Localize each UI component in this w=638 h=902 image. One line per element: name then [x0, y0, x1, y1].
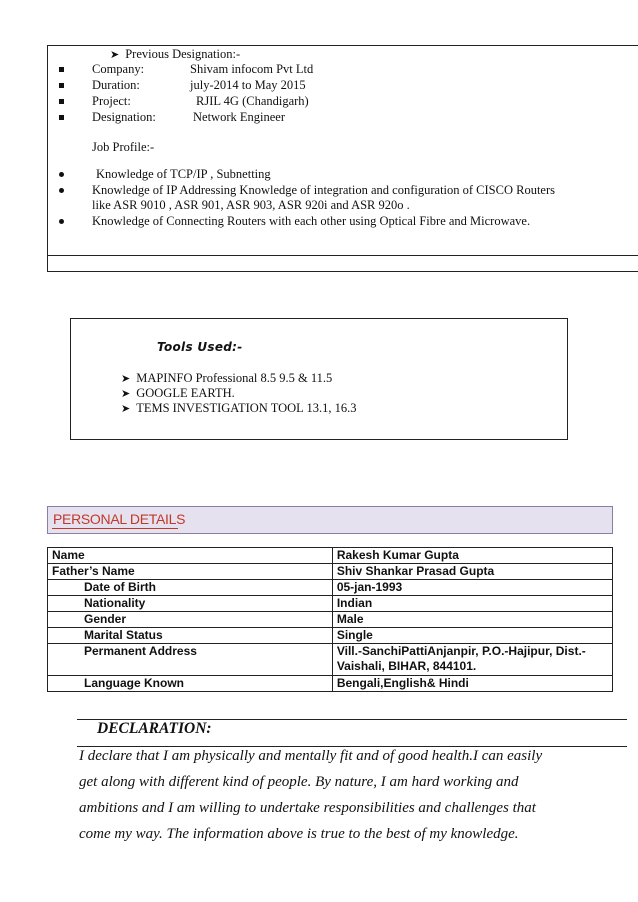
row-label: Father’s Name: [48, 564, 333, 580]
info-label: Company:: [92, 62, 145, 76]
declaration-line: I declare that I am physically and mentally fit and of good health.I can easily: [79, 748, 543, 764]
row-label: Name: [48, 548, 333, 564]
declaration-line: get along with different kind of people. By nature, I am hard working and: [79, 774, 519, 790]
row-value: Indian: [332, 596, 612, 612]
declaration-line: come my way. The information above is true to the best of my knowledge.: [79, 826, 519, 842]
row-value: Bengali,English& Hindi: [332, 676, 612, 692]
job-bullet-text: Knowledge of TCP/IP , Subnetting: [96, 167, 271, 181]
previous-designation-strip: [47, 254, 638, 272]
row-value: [332, 644, 612, 676]
job-bullet-continuation: like ASR 9010 , ASR 901, ASR 903, ASR 920i and ASR 920o .: [92, 198, 410, 212]
info-label: Designation:: [92, 110, 156, 124]
square-bullet-icon: [59, 83, 64, 88]
address-line-2: Vaishali, BIHAR, 844101.: [336, 659, 477, 673]
personal-details-table: [47, 547, 613, 692]
job-profile-label: Job Profile:-: [92, 140, 155, 154]
job-bullet-text: Knowledge of Connecting Routers with each other using Optical Fibre and Microwave.: [92, 214, 531, 228]
personal-details-header: [47, 506, 613, 534]
square-bullet-icon: [59, 99, 64, 104]
row-label: Permanent Address: [48, 644, 333, 676]
arrow-bullet-icon: ➤: [121, 373, 131, 385]
declaration-title: DECLARATION:: [97, 720, 212, 737]
bullet-dot-icon: [59, 172, 64, 177]
info-value: july-2014 to May 2015: [190, 78, 306, 92]
row-value: Rakesh Kumar Gupta: [332, 548, 612, 564]
table-row: [48, 596, 613, 612]
declaration-line: ambitions and I am willing to undertake responsibilities and challenges that: [79, 800, 536, 816]
square-bullet-icon: [59, 67, 64, 72]
row-label: Marital Status: [48, 628, 333, 644]
table-row: [48, 564, 613, 580]
heading-text: Previous Designation:-: [125, 47, 241, 61]
arrow-bullet-icon: ➤: [110, 49, 120, 61]
row-value: Single: [332, 628, 612, 644]
title-underline: [52, 528, 178, 529]
info-label: Duration:: [92, 78, 140, 92]
table-row: [48, 628, 613, 644]
tool-item: [121, 400, 356, 417]
arrow-bullet-icon: ➤: [121, 403, 131, 415]
table-row: [48, 676, 613, 692]
row-label: Gender: [48, 612, 333, 628]
tools-title: Tools Used:-: [157, 340, 243, 354]
row-value: Male: [332, 612, 612, 628]
table-row: [48, 548, 613, 564]
info-value: RJIL 4G (Chandigarh): [196, 94, 309, 108]
arrow-bullet-icon: ➤: [121, 388, 131, 400]
info-label: Project:: [92, 94, 131, 108]
declaration-bottom-rule: [77, 746, 627, 747]
address-line-1: Vill.-SanchiPattiAnjanpir, P.O.-Hajipur, Dist.-: [336, 644, 586, 658]
table-row: [48, 580, 613, 596]
info-value: Shivam infocom Pvt Ltd: [190, 62, 314, 76]
job-bullet-text: Knowledge of IP Addressing Knowledge of integration and configuration of CISCO Routers: [92, 183, 556, 197]
personal-details-title: PERSONAL DETAILS: [53, 511, 186, 527]
row-value: 05-jan-1993: [332, 580, 612, 596]
square-bullet-icon: [59, 115, 64, 120]
row-value: Shiv Shankar Prasad Gupta: [332, 564, 612, 580]
row-label: Language Known: [48, 676, 333, 692]
tool-text: TEMS INVESTIGATION TOOL 13.1, 16.3: [136, 401, 357, 415]
row-label: Date of Birth: [48, 580, 333, 596]
bullet-dot-icon: [59, 188, 64, 193]
info-value: Network Engineer: [193, 110, 285, 124]
row-label: Nationality: [48, 596, 333, 612]
bullet-dot-icon: [59, 219, 64, 224]
tool-text: MAPINFO Professional 8.5 9.5 & 11.5: [136, 371, 333, 385]
table-row: [48, 612, 613, 628]
table-row: [48, 644, 613, 676]
tool-text: GOOGLE EARTH.: [136, 386, 235, 400]
